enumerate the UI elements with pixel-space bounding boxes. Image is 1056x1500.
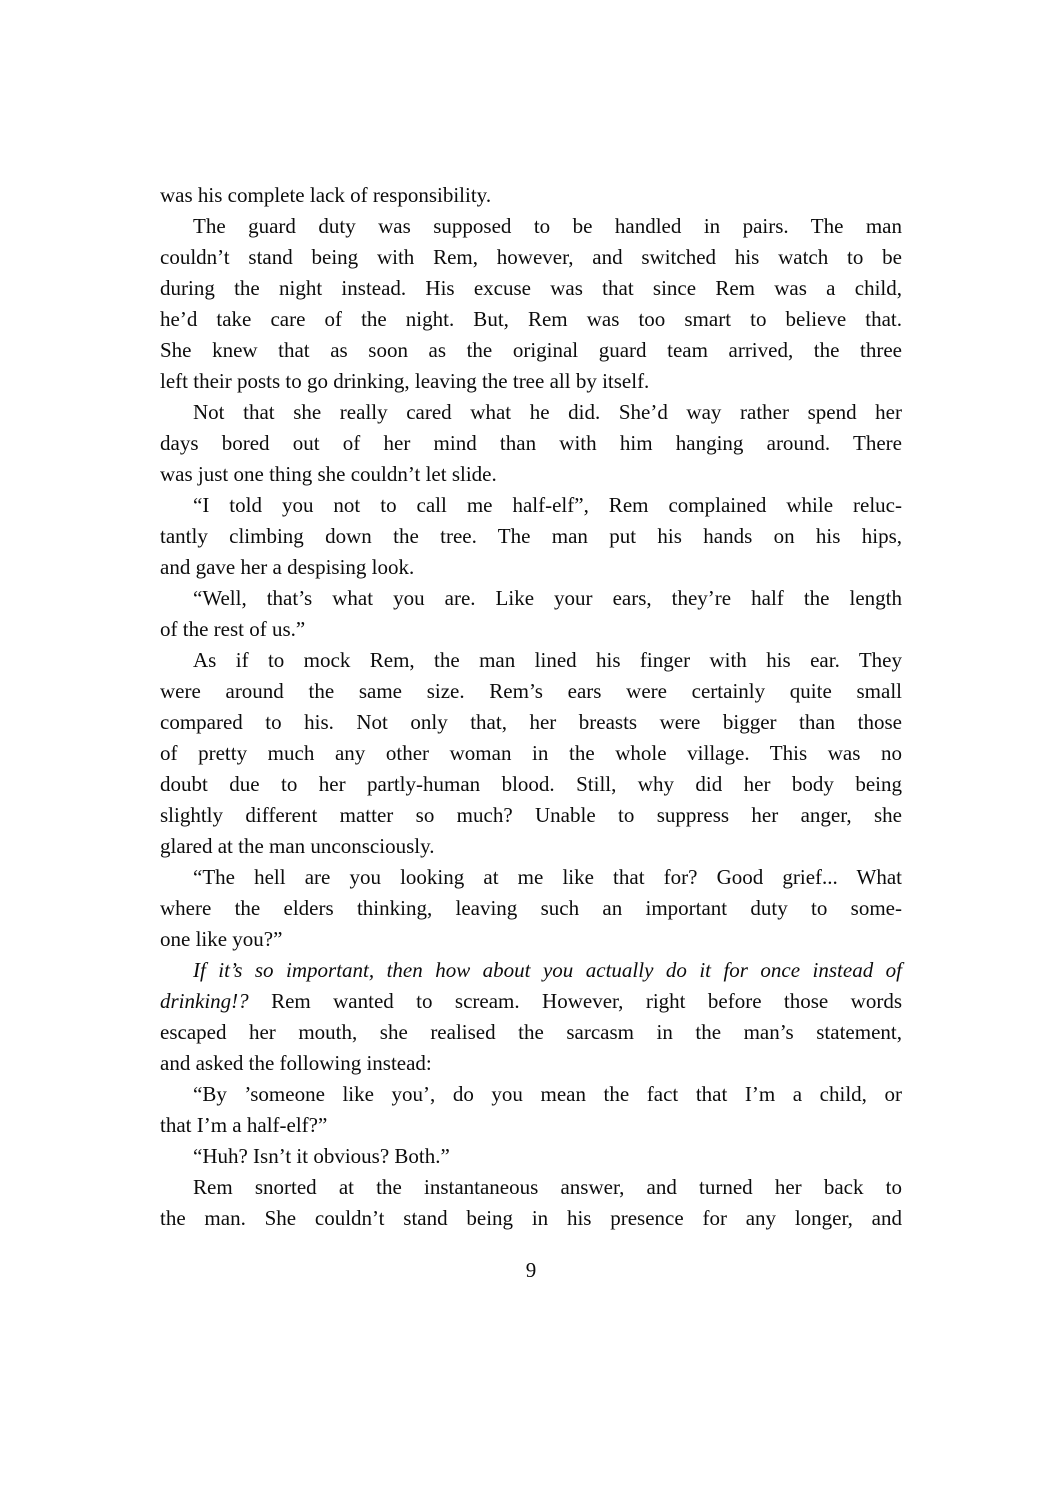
text-segment: “The hell are you looking at me like that for? Good grief... What <box>193 865 902 889</box>
text-line <box>160 273 902 304</box>
text-segment: “Huh? Isn’t it obvious? Both.” <box>193 1144 450 1168</box>
text-segment: of the rest of us.” <box>160 617 306 641</box>
text-segment: Rem wanted to scream. However, right before those words <box>248 989 902 1013</box>
text-line <box>160 1110 902 1141</box>
text-segment: “By ’someone like you’, do you mean the fact that I’m a child, or <box>193 1082 902 1106</box>
text-line <box>160 397 902 428</box>
text-line <box>160 180 902 211</box>
text-segment: doubt due to her partly-human blood. Still, why did her body being <box>160 772 902 796</box>
text-segment: that I’m a half-elf?” <box>160 1113 328 1137</box>
text-line <box>160 459 902 490</box>
text-segment: tantly climbing down the tree. The man put his hands on his hips, <box>160 524 902 548</box>
text-segment: were around the same size. Rem’s ears were certainly quite small <box>160 679 902 703</box>
text-line <box>160 1141 902 1172</box>
text-line <box>160 769 902 800</box>
text-segment: As if to mock Rem, the man lined his finger with his ear. They <box>193 648 902 672</box>
text-line <box>160 366 902 397</box>
text-line <box>160 986 902 1017</box>
text-line <box>160 521 902 552</box>
text-segment: and gave her a despising look. <box>160 555 415 579</box>
text-line <box>160 552 902 583</box>
text-segment: “I told you not to call me half-elf”, Rem complained while reluc- <box>193 493 902 517</box>
text-line <box>160 1017 902 1048</box>
text-segment: glared at the man unconsciously. <box>160 834 435 858</box>
text-segment: “Well, that’s what you are. Like your ears, they’re half the length <box>193 586 902 610</box>
text-segment: The guard duty was supposed to be handled in pairs. The man <box>193 214 902 238</box>
text-line <box>160 645 902 676</box>
text-segment: Not that she really cared what he did. She’d way rather spend her <box>193 400 902 424</box>
text-line <box>160 831 902 862</box>
text-segment: left their posts to go drinking, leaving the tree all by itself. <box>160 369 650 393</box>
text-segment: escaped her mouth, she realised the sarcasm in the man’s statement, <box>160 1020 902 1044</box>
text-line <box>160 893 902 924</box>
text-line <box>160 211 902 242</box>
text-line <box>160 304 902 335</box>
text-line <box>160 1172 902 1203</box>
page-number: 9 <box>525 1258 537 1282</box>
text-line <box>160 924 902 955</box>
text-segment: She knew that as soon as the original guard team arrived, the three <box>160 338 902 362</box>
text-line <box>160 707 902 738</box>
italic-text-segment: drinking!? <box>160 989 249 1013</box>
text-segment: Rem snorted at the instantaneous answer, and turned her back to <box>193 1175 902 1199</box>
text-line <box>160 738 902 769</box>
text-segment: was his complete lack of responsibility. <box>160 183 492 207</box>
text-segment: of pretty much any other woman in the whole village. This was no <box>160 741 902 765</box>
text-segment: the man. She couldn’t stand being in his presence for any longer, and <box>160 1206 902 1230</box>
text-line <box>160 1203 902 1234</box>
text-line <box>160 614 902 645</box>
text-segment: one like you?” <box>160 927 283 951</box>
text-line <box>160 242 902 273</box>
text-line <box>160 676 902 707</box>
text-segment: days bored out of her mind than with him hanging around. There <box>160 431 902 455</box>
text-segment: he’d take care of the night. But, Rem was too smart to believe that. <box>160 307 902 331</box>
text-segment: was just one thing she couldn’t let slide. <box>160 462 497 486</box>
text-line <box>160 955 902 986</box>
text-segment: slightly different matter so much? Unable to suppress her anger, she <box>160 803 902 827</box>
text-line <box>160 862 902 893</box>
page-text <box>160 180 902 1234</box>
text-segment: couldn’t stand being with Rem, however, and switched his watch to be <box>160 245 902 269</box>
text-line <box>160 335 902 366</box>
italic-text-segment: If it’s so important, then how about you actually do it for once instead of <box>193 958 902 982</box>
text-line <box>160 800 902 831</box>
text-line <box>160 1079 902 1110</box>
text-segment: and asked the following instead: <box>160 1051 432 1075</box>
text-segment: where the elders thinking, leaving such an important duty to some- <box>160 896 902 920</box>
text-line <box>160 428 902 459</box>
text-line <box>160 583 902 614</box>
text-segment: during the night instead. His excuse was that since Rem was a child, <box>160 276 902 300</box>
text-line <box>160 1048 902 1079</box>
text-line <box>160 490 902 521</box>
text-segment: compared to his. Not only that, her breasts were bigger than those <box>160 710 902 734</box>
